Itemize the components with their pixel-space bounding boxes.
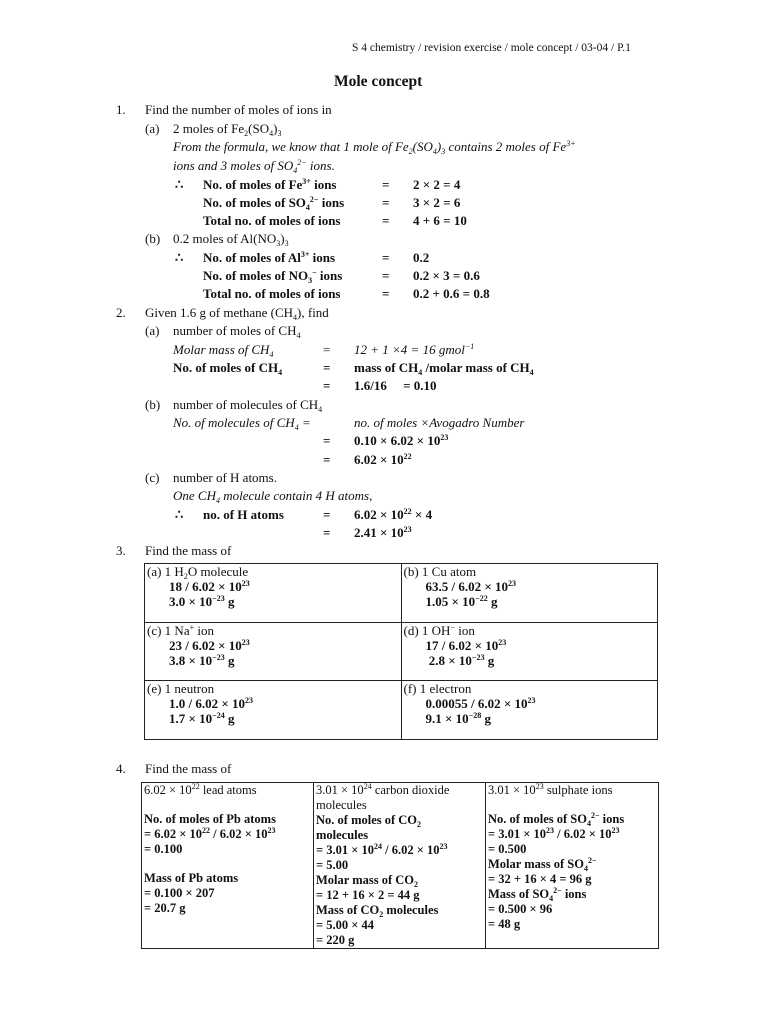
cell-answer: $2.8 \times 10^{-23}$ g bbox=[425, 652, 495, 668]
q2c-label: (c) bbox=[145, 470, 160, 485]
col-line: No. of moles of $SO_4^{2-}$ ions bbox=[488, 811, 625, 828]
col-line: = 0.100 bbox=[144, 842, 183, 856]
q2b-molecules-value: no. of moles ×Avogadro Number bbox=[354, 415, 525, 430]
col-line: Mass of $SO_4^{2-}$ ions bbox=[488, 886, 587, 903]
q3-cell-a bbox=[145, 564, 402, 623]
col-line: No. of moles of $CO_2$ bbox=[316, 813, 422, 829]
col-line: Molar mass of $CO_2$ bbox=[316, 873, 419, 889]
q4-prompt: Find the mass of bbox=[145, 761, 232, 776]
equals-sign: = bbox=[382, 250, 390, 265]
q1b-row3-value: 0.2 + 0.6 = 0.8 bbox=[413, 286, 490, 301]
col-heading: $3.01 \times 10^{24}$ carbon dioxide bbox=[316, 782, 450, 797]
q2b-text: number of molecules of $CH_4$ bbox=[173, 397, 323, 414]
q3-cell-e bbox=[145, 681, 402, 740]
q2a-moles-value: mass of $CH_4$ /molar mass of $CH_4$ bbox=[354, 360, 534, 377]
q3-cell-b bbox=[401, 564, 658, 623]
q1a-row2-value: 3 × 2 = 6 bbox=[413, 195, 461, 210]
col-heading: $3.01 \times 10^{23}$ sulphate ions bbox=[488, 782, 613, 797]
q2-prompt: Given 1.6 g of methane $(CH_4)$, find bbox=[145, 305, 329, 322]
col-line: = 5.00 × 44 bbox=[316, 918, 374, 932]
q2a-moles-result: 1.6/16 = 0.10 bbox=[354, 378, 437, 393]
cell-label: (a) 1 $H_2O$ molecule bbox=[147, 564, 249, 581]
col-line: Mass of Pb atoms bbox=[144, 871, 239, 885]
equals-sign: = bbox=[323, 452, 331, 467]
col-line: No. of moles of Pb atoms bbox=[144, 812, 276, 826]
equals-sign: = bbox=[382, 268, 390, 283]
q1b-row2-label: No. of moles of $NO_3^-$ ions bbox=[203, 268, 343, 285]
q1a-row3-label: Total no. of moles of ions bbox=[203, 213, 341, 228]
cell-working: $0.00055 / 6.02 \times 10^{23}$ bbox=[425, 696, 536, 712]
col-line: = 32 + 16 × 4 = 96 g bbox=[488, 872, 592, 886]
cell-label: (e) 1 neutron bbox=[147, 681, 215, 697]
col-line: Mass of $CO_2$ molecules bbox=[316, 903, 439, 919]
equals-sign: = bbox=[323, 360, 331, 375]
q1a-text: 2 moles of $Fe_2(SO_4)_3$ bbox=[173, 121, 282, 138]
col-line: = 5.00 bbox=[316, 858, 349, 872]
q2c-h-result: $2.41 \times 10^{23}$ bbox=[354, 525, 412, 540]
col-line: = $6.02 \times 10^{22} / 6.02 \times 10^{23}$ bbox=[144, 826, 276, 841]
cell-working: $17 / 6.02 \times 10^{23}$ bbox=[425, 637, 507, 653]
therefore-symbol: ∴ bbox=[175, 177, 184, 192]
col-line: = 12 + 16 × 2 = 44 g bbox=[316, 888, 420, 902]
cell-answer: $1.7 \times 10^{-24}$ g bbox=[169, 711, 235, 727]
q1b-row3-label: Total no. of moles of ions bbox=[203, 286, 341, 301]
q1b-row1-value: 0.2 bbox=[413, 250, 430, 265]
equals-sign: = bbox=[382, 195, 390, 210]
cell-answer: $9.1 \times 10^{-28}$ g bbox=[425, 711, 491, 727]
cell-working: $1.0 / 6.02 \times 10^{23}$ bbox=[169, 696, 254, 712]
cell-label: (b) 1 Cu atom bbox=[403, 564, 477, 579]
q4-col-sulphate bbox=[486, 783, 659, 949]
q1b-row1-label: No. of moles of $Al^{3+}$ ions bbox=[203, 250, 336, 265]
q1-prompt: Find the number of moles of ions in bbox=[145, 102, 332, 117]
q2c-text: number of H atoms. bbox=[173, 470, 277, 485]
equals-sign: = bbox=[382, 177, 390, 192]
q2b-molecules-result: $6.02 \times 10^{22}$ bbox=[354, 452, 412, 467]
q2c-h-step: $6.02 \times 10^{22} \times 4$ bbox=[354, 507, 433, 522]
q3-table bbox=[144, 563, 658, 740]
cell-working: $63.5 / 6.02 \times 10^{23}$ bbox=[425, 579, 517, 594]
col-line: = 220 g bbox=[316, 933, 355, 947]
cell-label: (c) 1 Na+ ion bbox=[147, 622, 214, 638]
equals-sign: = bbox=[382, 286, 390, 301]
q3-prompt: Find the mass of bbox=[145, 543, 232, 558]
q3-cell-c bbox=[145, 622, 402, 681]
equals-sign: = bbox=[323, 507, 331, 522]
q1a-label: (a) bbox=[145, 121, 160, 136]
equals-sign: = bbox=[323, 525, 331, 540]
q1-number: 1. bbox=[116, 102, 126, 117]
q1b-text: 0.2 moles of $Al(NO_3)_3$ bbox=[173, 231, 289, 248]
q2c-explain: One $CH_4$ molecule contain 4 H atoms, bbox=[173, 488, 373, 505]
col-line: = 0.500 bbox=[488, 842, 527, 856]
col-heading: molecules bbox=[316, 798, 367, 812]
q3-number: 3. bbox=[116, 543, 126, 558]
page-header: S 4 chemistry / revision exercise / mole concept / 03-04 / P.1 bbox=[352, 42, 631, 54]
col-line: Molar mass of $SO_4^{2-}$ bbox=[488, 856, 597, 873]
col-line: = 20.7 g bbox=[144, 901, 186, 915]
cell-label: (d) 1 OH− ion bbox=[403, 622, 475, 638]
q2a-text: number of moles of $CH_4$ bbox=[173, 323, 301, 340]
q2-number: 2. bbox=[116, 305, 126, 320]
page-title: Mole concept bbox=[334, 73, 423, 90]
q1a-row3-value: 4 + 6 = 10 bbox=[413, 213, 467, 228]
q2a-molar-value: 12 + 1 ×4 = 16 gmol$^{-1}$ bbox=[354, 342, 475, 357]
q4-col-co2 bbox=[314, 783, 486, 949]
col-heading: $6.02 \times 10^{22}$ lead atoms bbox=[144, 782, 257, 797]
q3-cell-f bbox=[401, 681, 658, 740]
cell-answer: $1.05 \times 10^{-22}$ g bbox=[425, 594, 498, 609]
col-line: molecules bbox=[316, 828, 369, 842]
therefore-symbol: ∴ bbox=[175, 250, 184, 265]
q2a-molar-label: Molar mass of $CH_4$ bbox=[173, 342, 274, 359]
equals-sign: = bbox=[323, 378, 331, 393]
col-line: = 48 g bbox=[488, 917, 521, 931]
cell-working: $23 / 6.02 \times 10^{23}$ bbox=[169, 637, 250, 653]
q4-table bbox=[141, 782, 659, 949]
q1a-row1-value: 2 × 2 = 4 bbox=[413, 177, 461, 192]
q3-cell-d bbox=[401, 622, 658, 681]
equals-sign: = bbox=[323, 433, 331, 448]
q2b-molecules-label: No. of molecules of $CH_4$ = bbox=[173, 415, 311, 432]
q2b-label: (b) bbox=[145, 397, 161, 412]
equals-sign: = bbox=[382, 213, 390, 228]
col-line: = $3.01 \times 10^{23} / 6.02 \times 10^{23}$ bbox=[488, 826, 620, 841]
cell-answer: $3.0 \times 10^{-23}$ g bbox=[169, 594, 235, 609]
q4-number: 4. bbox=[116, 761, 126, 776]
q2c-h-label: no. of H atoms bbox=[203, 507, 284, 522]
therefore-symbol: ∴ bbox=[175, 507, 184, 522]
q1a-row2-label: No. of moles of $SO_4^{2-}$ ions bbox=[203, 195, 345, 212]
q4-col-lead bbox=[142, 783, 314, 949]
col-line: = 0.100 × 207 bbox=[144, 886, 215, 900]
q1a-row1-label: No. of moles of $Fe^{3+}$ ions bbox=[203, 177, 337, 192]
q1a-explain: From the formula, we know that 1 mole of $Fe_2(SO_4)_3$ contains 2 moles of $Fe^{3+}$ bbox=[173, 139, 576, 156]
cell-answer: $3.8 \times 10^{-23}$ g bbox=[169, 652, 235, 668]
q1a-explain-2: ions and 3 moles of $SO_4^{2-}$ ions. bbox=[173, 158, 335, 175]
cell-label: (f) 1 electron bbox=[403, 681, 472, 697]
equals-sign: = bbox=[323, 342, 331, 357]
cell-working: $18 / 6.02 \times 10^{23}$ bbox=[169, 579, 250, 594]
q2b-molecules-step: $0.10 \times 6.02 \times 10^{23}$ bbox=[354, 433, 449, 448]
q2a-label: (a) bbox=[145, 323, 160, 338]
q1b-label: (b) bbox=[145, 231, 161, 246]
q1b-row2-value: 0.2 × 3 = 0.6 bbox=[413, 268, 480, 283]
col-line: = $3.01 \times 10^{24} / 6.02 \times 10^{23}$ bbox=[316, 842, 448, 857]
q2a-moles-label: No. of moles of $CH_4$ bbox=[173, 360, 283, 377]
col-line: = 0.500 × 96 bbox=[488, 902, 553, 916]
